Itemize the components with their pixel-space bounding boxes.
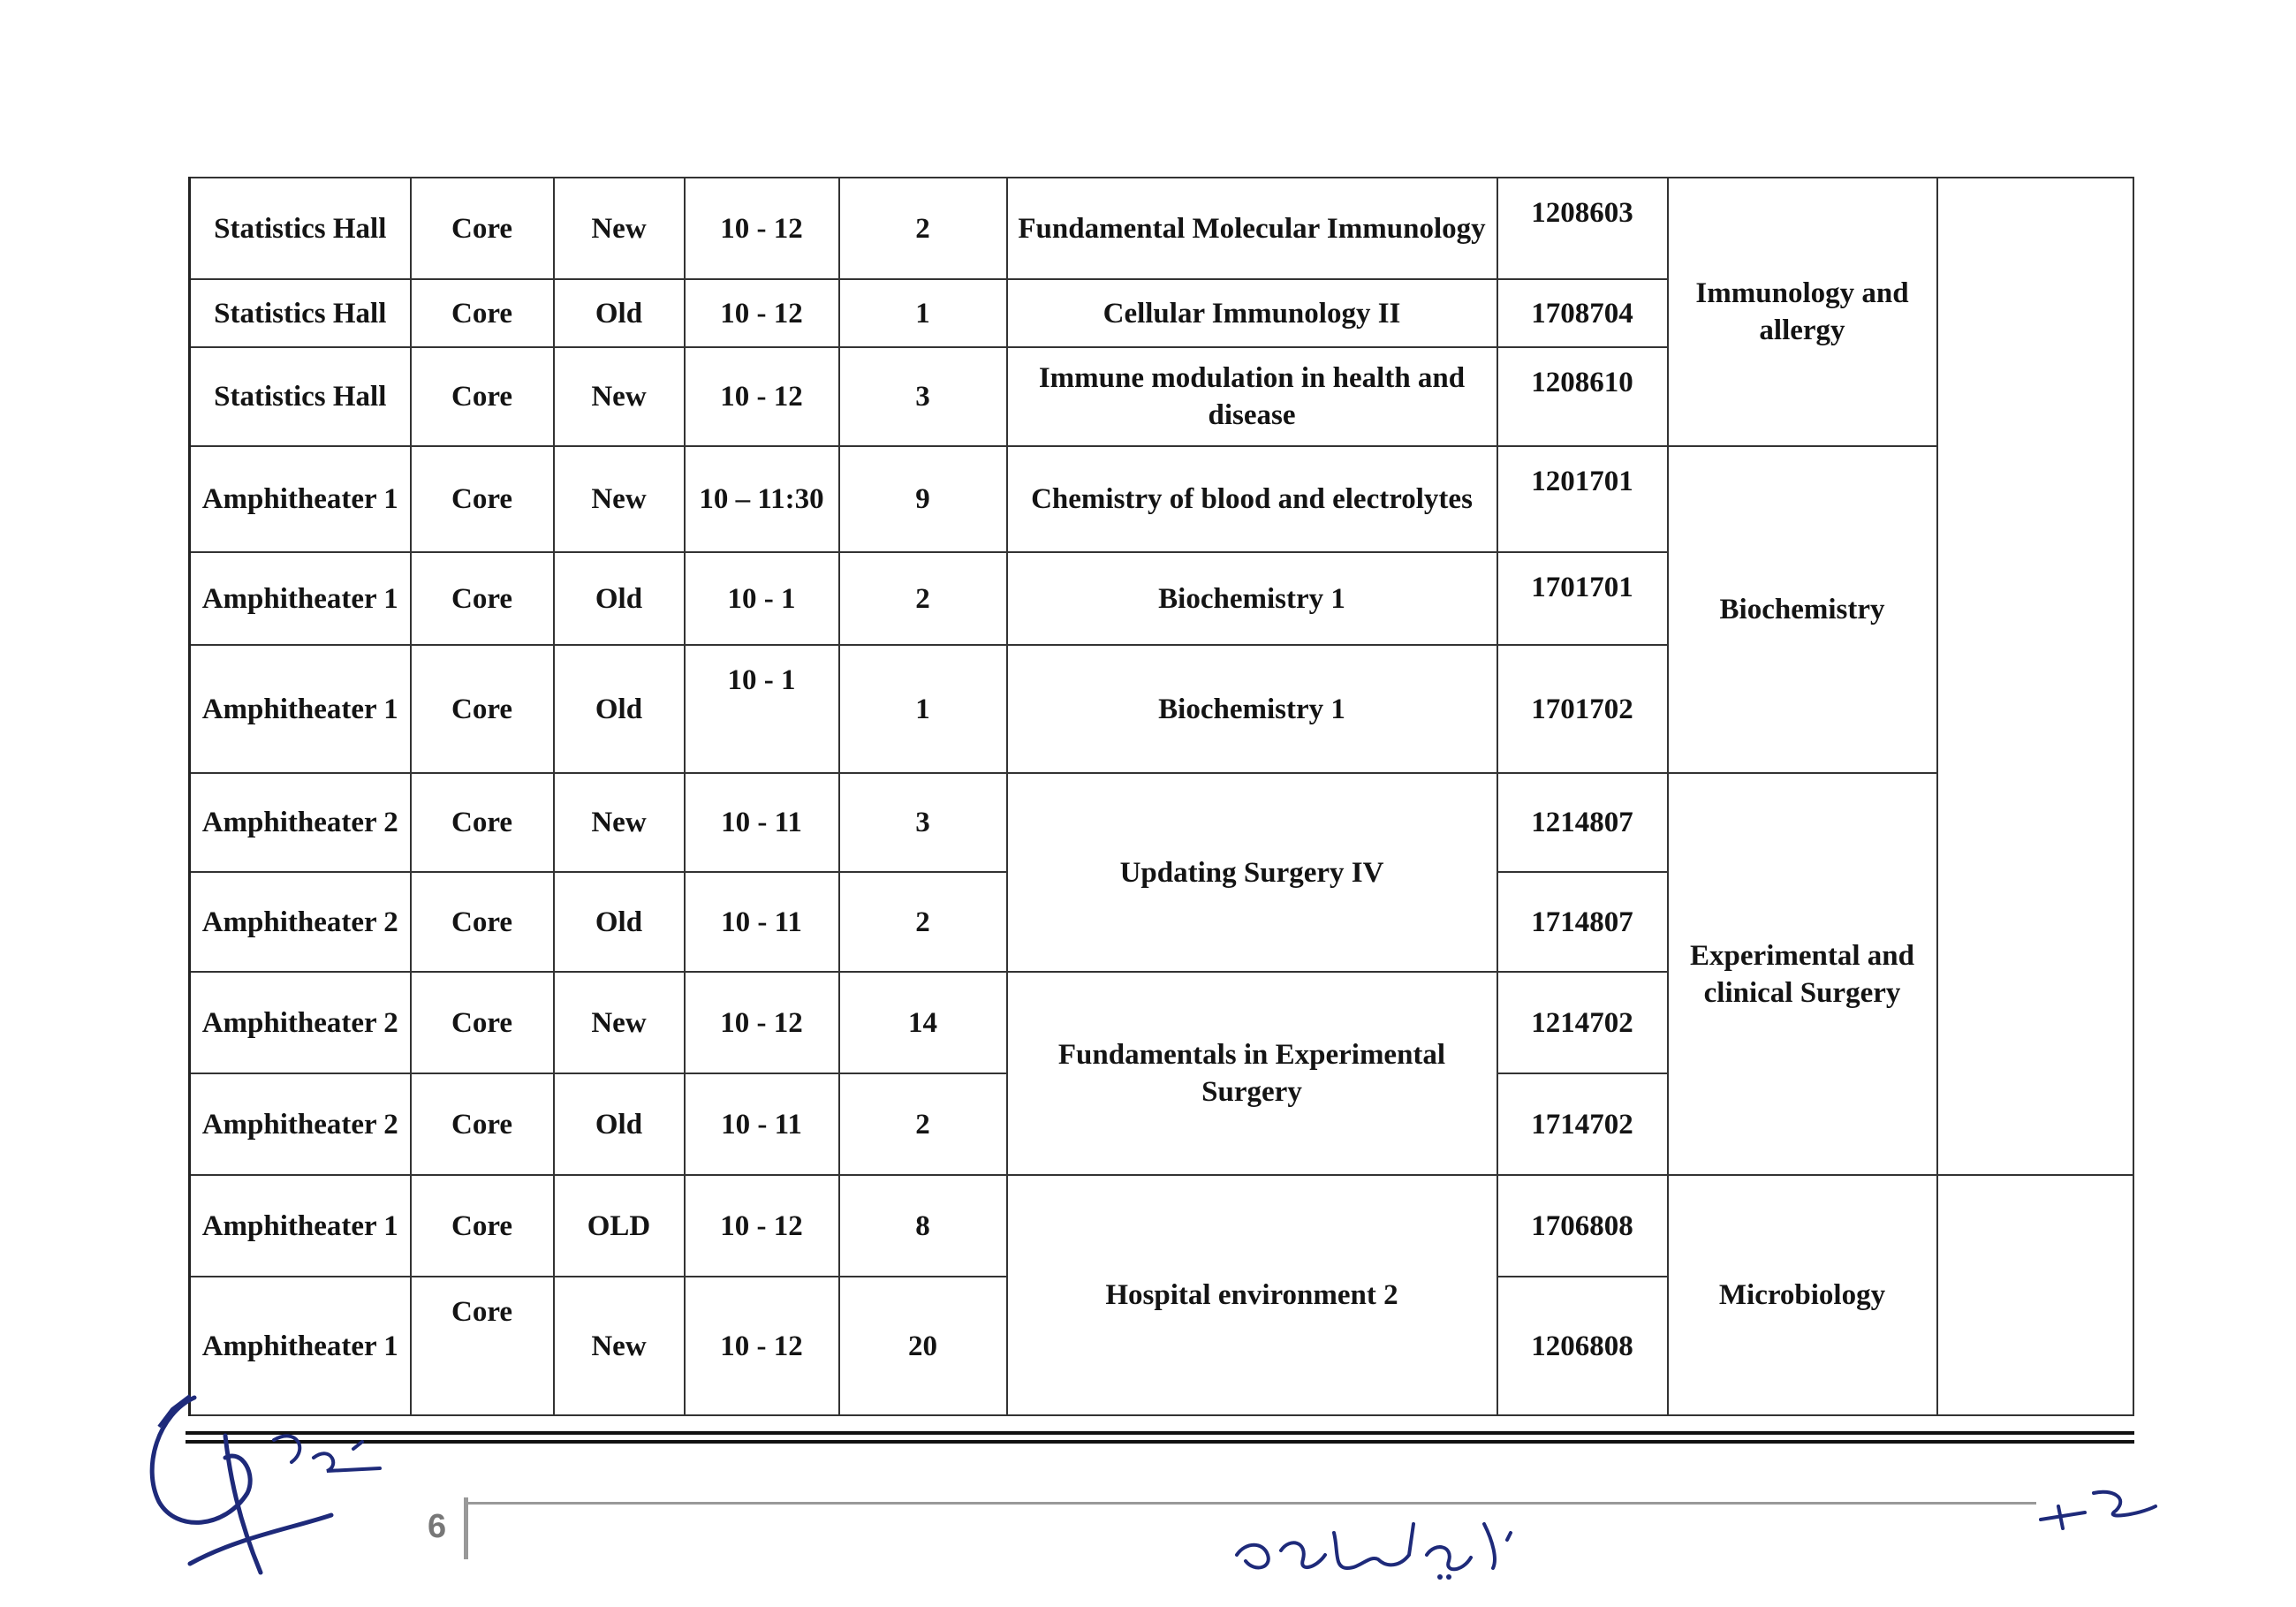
students-cell: 20 <box>839 1277 1007 1415</box>
hall-cell: Amphitheater 2 <box>190 1073 411 1175</box>
table-row <box>190 446 2133 552</box>
time-cell: 10 - 12 <box>685 178 839 279</box>
type-cell: Core <box>411 972 554 1073</box>
table-row <box>190 773 2133 872</box>
status-cell: New <box>554 446 685 552</box>
course-cell: Immune modulation in health and disease <box>1007 347 1497 446</box>
hall-cell: Amphitheater 1 <box>190 1175 411 1277</box>
students-cell: 2 <box>839 872 1007 972</box>
hall-cell: Statistics Hall <box>190 347 411 446</box>
hall-cell: Amphitheater 2 <box>190 872 411 972</box>
students-cell: 8 <box>839 1175 1007 1277</box>
status-cell: New <box>554 773 685 872</box>
time-cell: 10 - 1 <box>685 552 839 645</box>
status-cell: Old <box>554 1073 685 1175</box>
code-cell: 1214807 <box>1497 773 1668 872</box>
course-cell: Cellular Immunology II <box>1007 279 1497 347</box>
code-cell: 1708704 <box>1497 279 1668 347</box>
students-cell: 14 <box>839 972 1007 1073</box>
students-cell: 3 <box>839 773 1007 872</box>
code-cell: 1208603 <box>1497 178 1668 279</box>
type-cell: Core <box>411 645 554 773</box>
hall-cell: Amphitheater 1 <box>190 552 411 645</box>
hall-cell: Statistics Hall <box>190 178 411 279</box>
type-cell: Core <box>411 446 554 552</box>
time-cell: 10 - 11 <box>685 773 839 872</box>
status-cell: OLD <box>554 1175 685 1277</box>
type-cell: Core <box>411 1277 554 1415</box>
course-cell: Fundamentals in Experimental Surgery <box>1007 972 1497 1175</box>
type-cell: Core <box>411 347 554 446</box>
footer-line <box>468 1502 2036 1505</box>
type-cell: Core <box>411 178 554 279</box>
status-cell: New <box>554 1277 685 1415</box>
code-cell: 1714807 <box>1497 872 1668 972</box>
code-cell: 1214702 <box>1497 972 1668 1073</box>
type-cell: Core <box>411 1175 554 1277</box>
hall-cell: Amphitheater 1 <box>190 645 411 773</box>
footer-bar <box>464 1497 468 1559</box>
type-cell: Core <box>411 1073 554 1175</box>
handwritten-name <box>1228 1506 1528 1586</box>
department-cell-surgery: Experimental and clinical Surgery <box>1668 773 1937 1175</box>
students-cell: 1 <box>839 279 1007 347</box>
table-bottom-rule <box>186 1431 2134 1444</box>
type-cell: Core <box>411 773 554 872</box>
hall-cell: Amphitheater 2 <box>190 972 411 1073</box>
students-cell: 2 <box>839 178 1007 279</box>
code-cell: 1208610 <box>1497 347 1668 446</box>
status-cell: Old <box>554 645 685 773</box>
students-cell: 9 <box>839 446 1007 552</box>
department-cell-microbiology: Microbiology <box>1668 1175 1937 1415</box>
time-cell: 10 - 11 <box>685 872 839 972</box>
time-cell: 10 - 12 <box>685 1175 839 1277</box>
time-cell: 10 - 12 <box>685 279 839 347</box>
status-cell: Old <box>554 552 685 645</box>
blank-cell <box>1937 1175 2133 1415</box>
course-cell: Chemistry of blood and electrolytes <box>1007 446 1497 552</box>
hall-cell: Amphitheater 1 <box>190 1277 411 1415</box>
department-cell-immunology: Immunology and allergy <box>1668 178 1937 446</box>
code-cell: 1201701 <box>1497 446 1668 552</box>
status-cell: Old <box>554 872 685 972</box>
status-cell: Old <box>554 279 685 347</box>
handwritten-mark <box>2032 1467 2164 1537</box>
code-cell: 1701701 <box>1497 552 1668 645</box>
course-cell: Updating Surgery IV <box>1007 773 1497 972</box>
status-cell: New <box>554 178 685 279</box>
status-cell: New <box>554 972 685 1073</box>
blank-cell <box>1937 178 2133 1175</box>
time-cell: 10 – 11:30 <box>685 446 839 552</box>
course-cell: Biochemistry 1 <box>1007 645 1497 773</box>
students-cell: 1 <box>839 645 1007 773</box>
time-cell: 10 - 12 <box>685 1277 839 1415</box>
time-cell: 10 - 12 <box>685 972 839 1073</box>
students-cell: 2 <box>839 552 1007 645</box>
time-cell: 10 - 12 <box>685 347 839 446</box>
hall-cell: Amphitheater 1 <box>190 446 411 552</box>
hall-cell: Statistics Hall <box>190 279 411 347</box>
type-cell: Core <box>411 279 554 347</box>
time-cell: 10 - 1 <box>685 645 839 773</box>
table-row <box>190 178 2133 279</box>
signature-left <box>141 1387 406 1590</box>
status-cell: New <box>554 347 685 446</box>
type-cell: Core <box>411 552 554 645</box>
time-cell: 10 - 11 <box>685 1073 839 1175</box>
page-number: 6 <box>428 1508 447 1545</box>
code-cell: 1701702 <box>1497 645 1668 773</box>
students-cell: 2 <box>839 1073 1007 1175</box>
course-cell: Fundamental Molecular Immunology <box>1007 178 1497 279</box>
students-cell: 3 <box>839 347 1007 446</box>
type-cell: Core <box>411 872 554 972</box>
code-cell: 1206808 <box>1497 1277 1668 1415</box>
table-row <box>190 1175 2133 1277</box>
code-cell: 1706808 <box>1497 1175 1668 1277</box>
exam-schedule-table <box>188 177 2134 1416</box>
department-cell-biochemistry: Biochemistry <box>1668 446 1937 773</box>
code-cell: 1714702 <box>1497 1073 1668 1175</box>
course-cell: Biochemistry 1 <box>1007 552 1497 645</box>
hall-cell: Amphitheater 2 <box>190 773 411 872</box>
course-cell: Hospital environment 2 <box>1007 1175 1497 1415</box>
